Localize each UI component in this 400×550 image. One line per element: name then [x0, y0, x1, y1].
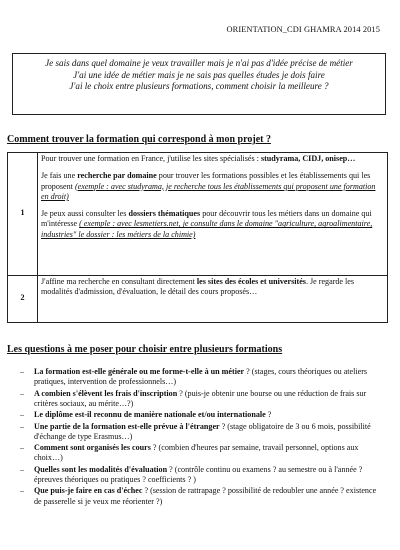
list-item	[20, 443, 382, 463]
list-item	[20, 465, 382, 485]
question-detail: ? (combien d'heures par semaine, travail personnel, options aux choix…)	[34, 443, 359, 463]
section-title-how-to-find: Comment trouver la formation qui correspond à mon projet ?	[7, 134, 271, 145]
intro-line: Je sais dans quel domaine je veux travailler mais je n'ai pas d'idée précise de métier	[45, 58, 353, 68]
list-item	[20, 422, 382, 442]
list-item	[20, 486, 382, 506]
dash-bullet: –	[20, 486, 25, 496]
text-span: Je peux aussi consulter les	[41, 209, 129, 219]
dash-bullet: –	[20, 388, 25, 398]
question-detail: ? (puis-je obtenir une bourse ou une réduction de frais sur critères sociaux, au mérite…?)	[34, 388, 367, 408]
example-text: (exemple : avec studyrama, je recherche tous les établissements qui proposent une formation en droit)	[41, 181, 376, 201]
dash-bullet: –	[20, 410, 25, 420]
intro-line: J'ai une idée de métier mais je ne sais pas quelles études je dois faire	[73, 69, 325, 80]
dash-bullet: –	[20, 421, 25, 431]
question-text: A combien s'élèvent les frais d'inscription	[34, 388, 178, 398]
question-text: La formation est-elle générale ou me forme-t-elle à un métier	[34, 367, 245, 376]
question-text: Que puis-je faire en cas d'échec	[34, 486, 143, 496]
text-span: Pour trouver une formation en France, j'utilise les sites spécialisés :	[41, 154, 261, 163]
text-span: . Je regarde les modalités d'admission, d'évaluation, le détail des cours proposés…	[41, 277, 355, 297]
question-text: Une partie de la formation est-elle prévue à l'étranger	[34, 421, 220, 431]
row-number: 1	[8, 153, 38, 276]
paragraph	[41, 209, 384, 240]
text-span: J'affine ma recherche en consultant directement	[41, 277, 197, 286]
list-item	[20, 410, 382, 420]
example-text: ( exemple : avec lesmetiers.net, je consulte dans le domaine "agriculture, agroalimentaire, industries" le dossier : les métiers de la chimie)	[41, 219, 373, 239]
row-number: 2	[8, 276, 38, 323]
intro-box	[12, 53, 386, 115]
paragraph	[41, 154, 384, 164]
question-detail: ?	[265, 410, 272, 420]
dash-bullet: –	[20, 464, 25, 474]
row-content	[38, 276, 388, 323]
dash-bullet: –	[20, 443, 25, 453]
dash-bullet: –	[20, 367, 25, 376]
question-text: Le diplôme est-il reconnu de manière nationale et/ou internationale	[34, 410, 266, 420]
section-title-questions: Les questions à me poser pour choisir entre plusieurs formations	[7, 344, 283, 355]
table-row	[8, 276, 388, 323]
text-span: Je fais une	[41, 171, 78, 181]
list-item	[20, 389, 382, 409]
bold-span: studyrama, CIDJ, onisep…	[260, 154, 356, 163]
question-text: Quelles sont les modalités d'évaluation	[34, 464, 168, 474]
bold-span: dossiers thématiques	[128, 209, 201, 219]
document-header: ORIENTATION_CDI GHAMRA 2014 2015	[226, 25, 380, 34]
paragraph	[41, 171, 384, 202]
question-text: Comment sont organisés les cours	[34, 443, 151, 453]
table-row	[8, 153, 388, 276]
question-detail: ? (contrôle continu ou examens ? au semestre ou à l'année ? épreuves théoriques ou pratiques ? coefficients ? )	[34, 464, 363, 484]
text-span: pour trouver les formations possibles et les établissements qui les proposent	[41, 171, 371, 191]
question-detail: ? (session de rattrapage ? possibilité de redoubler une année ? existence de passerelle si je veux me réorienter ?)	[34, 486, 377, 506]
bold-span: les sites des écoles et universités	[196, 277, 306, 286]
text-span: pour découvrir tous les métiers dans un domaine qui m'intéresse	[41, 209, 372, 229]
question-detail: ? (stage obligatoire de 3 ou 6 mois, possibilité d'échange de type Erasmus…)	[34, 421, 371, 441]
question-detail: ? (stages, cours théoriques ou ateliers pratiques, intervention de professionnels…)	[34, 367, 368, 387]
row-content	[38, 153, 388, 276]
questions-list	[20, 367, 382, 508]
intro-line: J'ai le choix entre plusieurs formations, comment choisir la meilleure ?	[69, 81, 329, 92]
list-item	[20, 367, 382, 387]
bold-span: recherche par domaine	[77, 171, 157, 181]
how-to-table	[7, 152, 388, 323]
